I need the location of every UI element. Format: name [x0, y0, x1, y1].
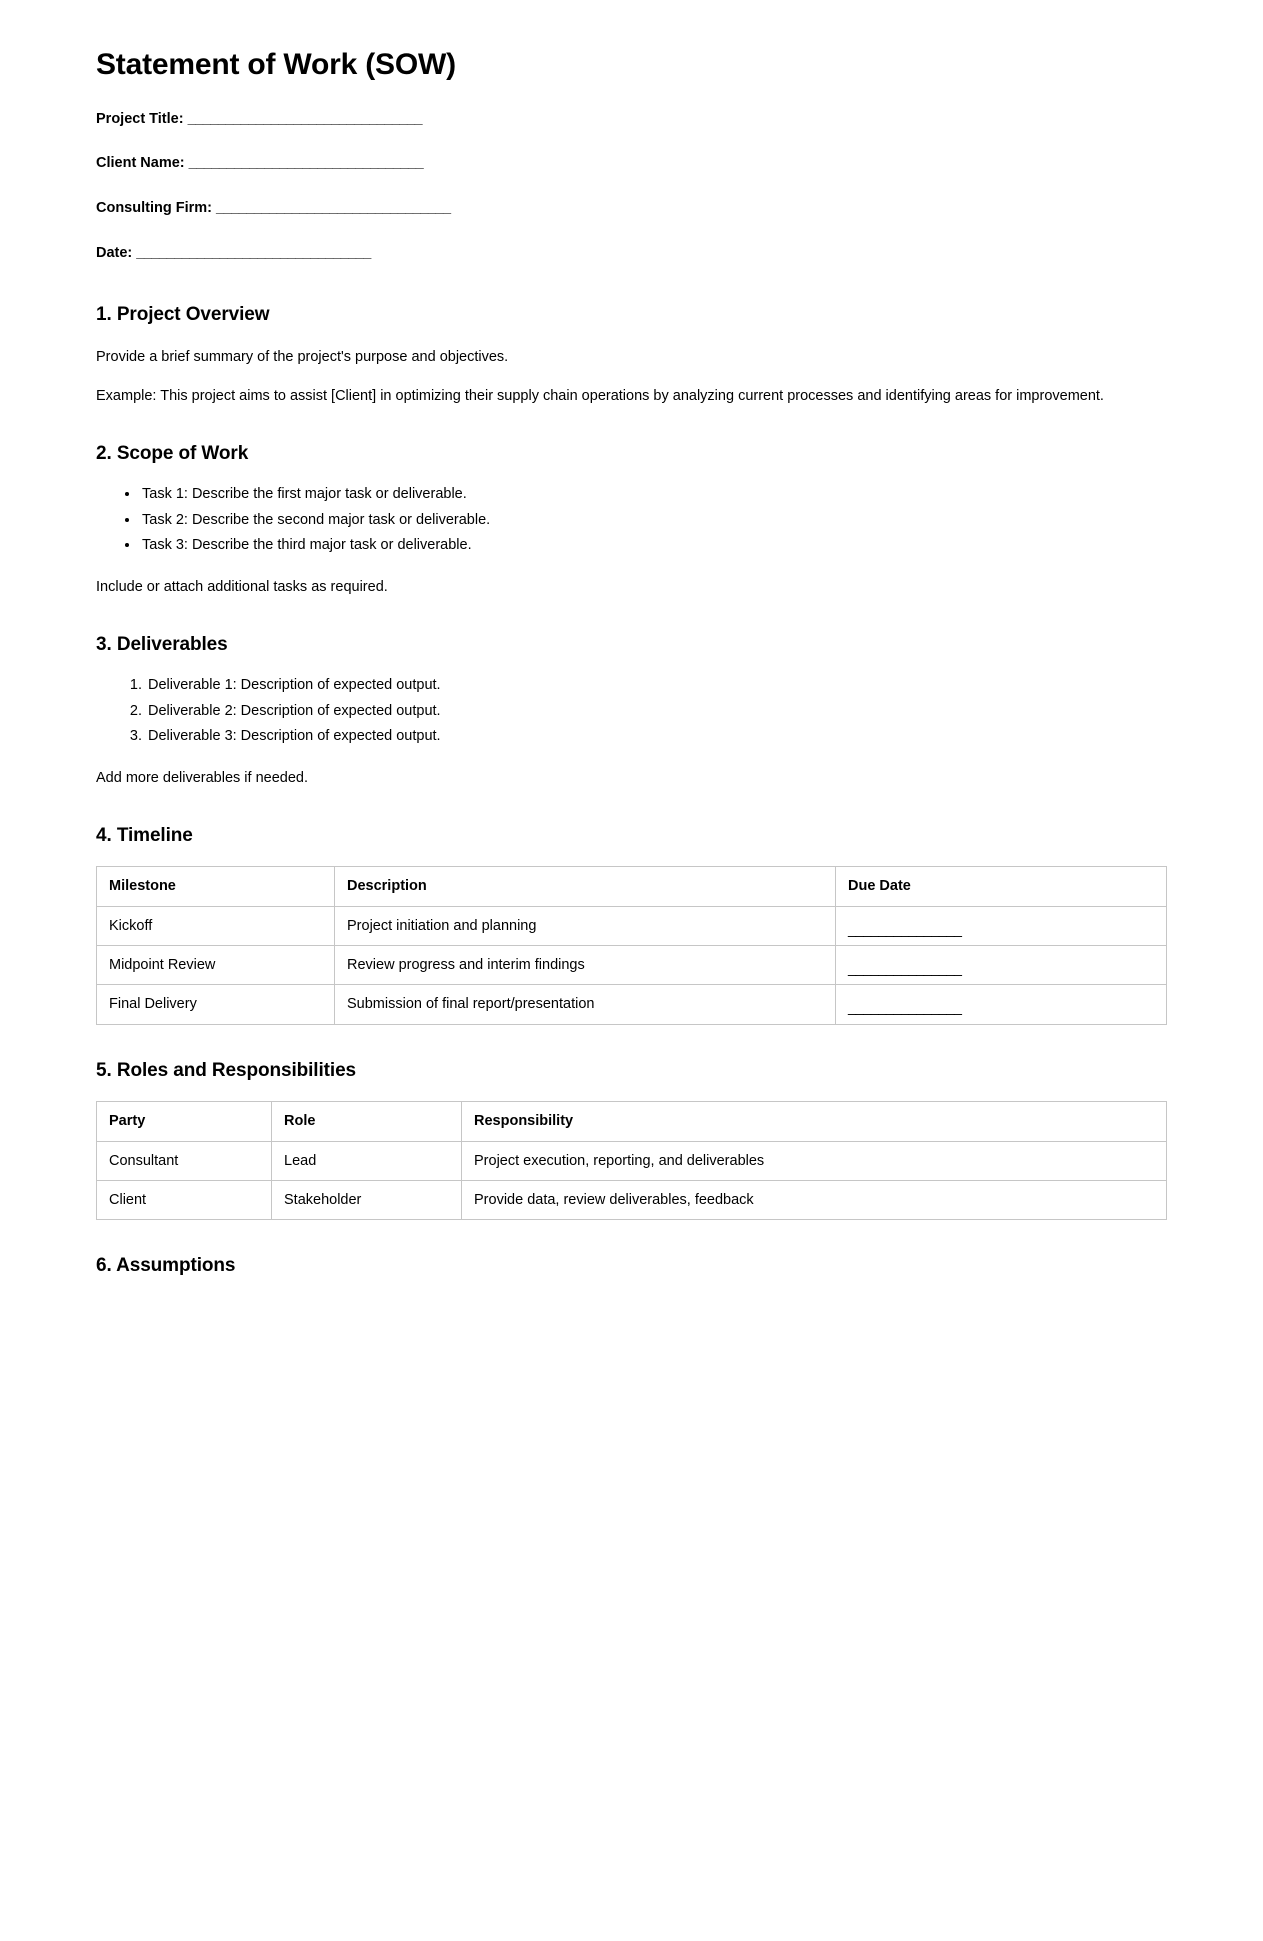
- section-heading-assumptions: 6. Assumptions: [96, 1255, 236, 1277]
- deliverables-note: Add more deliverables if needed.: [96, 770, 308, 787]
- deliverables-list: [96, 675, 1167, 747]
- cell-description: Project initiation and planning: [335, 906, 836, 945]
- table-row: [97, 1180, 1167, 1219]
- list-item: 2. Deliverable 2: Description of expected output.: [146, 701, 1167, 722]
- due-date-blank[interactable]: _______________: [848, 921, 962, 938]
- table-row: [97, 1141, 1167, 1180]
- due-date-blank[interactable]: _______________: [848, 1000, 962, 1017]
- column-header-responsibility: Responsibility: [462, 1102, 1167, 1141]
- section-heading-deliverables: 3. Deliverables: [96, 633, 228, 655]
- cell-role: Lead: [272, 1141, 462, 1180]
- table-row: [97, 906, 1167, 945]
- scope-note: Include or attach additional tasks as required.: [96, 579, 388, 596]
- field-date: [96, 244, 1167, 263]
- table-header-row: [97, 867, 1167, 906]
- column-header-party: Party: [97, 1102, 272, 1141]
- field-client-name-blank[interactable]: _______________________________: [188, 155, 424, 172]
- table-row: [97, 945, 1167, 984]
- list-item: 1. Deliverable 1: Description of expected output.: [146, 675, 1167, 696]
- cell-milestone: Midpoint Review: [97, 945, 335, 984]
- cell-party: Consultant: [97, 1141, 272, 1180]
- timeline-table: [96, 866, 1167, 1024]
- column-header-role: Role: [272, 1102, 462, 1141]
- scope-task-list: [96, 484, 1167, 556]
- section-heading-project-overview: 1. Project Overview: [96, 303, 270, 325]
- cell-milestone: Final Delivery: [97, 985, 335, 1024]
- field-project-title-label: Project Title:: [96, 110, 184, 127]
- field-client-name-label: Client Name:: [96, 155, 185, 172]
- page-title: Statement of Work (SOW): [96, 48, 456, 81]
- column-header-milestone: Milestone: [97, 867, 335, 906]
- field-consulting-firm-label: Consulting Firm:: [96, 200, 212, 217]
- project-overview-intro: Provide a brief summary of the project's purpose and objectives.: [96, 348, 509, 365]
- list-item: 3. Deliverable 3: Description of expected output.: [146, 726, 1167, 747]
- cell-due-date[interactable]: [836, 985, 1167, 1024]
- list-item: • Task 2: Describe the second major task or deliverable.: [140, 510, 1167, 531]
- cell-responsibility: Provide data, review deliverables, feedback: [462, 1180, 1167, 1219]
- field-project-title: [96, 110, 1167, 129]
- field-consulting-firm: [96, 199, 1167, 218]
- project-overview-example: Example: This project aims to assist [Client] in optimizing their supply chain operations by analyzing current processes and identifying areas for improvement.: [96, 388, 1104, 405]
- cell-description: Review progress and interim findings: [335, 945, 836, 984]
- column-header-description: Description: [335, 867, 836, 906]
- section-heading-scope-of-work: 2. Scope of Work: [96, 442, 249, 464]
- cell-due-date[interactable]: [836, 906, 1167, 945]
- field-date-blank[interactable]: _______________________________: [136, 245, 371, 262]
- cell-party: Client: [97, 1180, 272, 1219]
- list-item: • Task 1: Describe the first major task or deliverable.: [140, 484, 1167, 505]
- column-header-due-date: Due Date: [836, 867, 1167, 906]
- cell-description: Submission of final report/presentation: [335, 985, 836, 1024]
- cell-milestone: Kickoff: [97, 906, 335, 945]
- due-date-blank[interactable]: _______________: [848, 960, 962, 977]
- table-row: [97, 985, 1167, 1024]
- roles-table: [96, 1101, 1167, 1220]
- cell-due-date[interactable]: [836, 945, 1167, 984]
- field-project-title-blank[interactable]: _______________________________: [187, 110, 423, 127]
- cell-role: Stakeholder: [272, 1180, 462, 1219]
- cell-responsibility: Project execution, reporting, and deliverables: [462, 1141, 1167, 1180]
- field-date-label: Date:: [96, 245, 133, 262]
- field-client-name: [96, 154, 1167, 173]
- table-header-row: [97, 1102, 1167, 1141]
- section-heading-timeline: 4. Timeline: [96, 824, 193, 846]
- list-item: • Task 3: Describe the third major task or deliverable.: [140, 535, 1167, 556]
- section-heading-roles-and-responsibilities: 5. Roles and Responsibilities: [96, 1059, 357, 1081]
- field-consulting-firm-blank[interactable]: _______________________________: [216, 200, 451, 217]
